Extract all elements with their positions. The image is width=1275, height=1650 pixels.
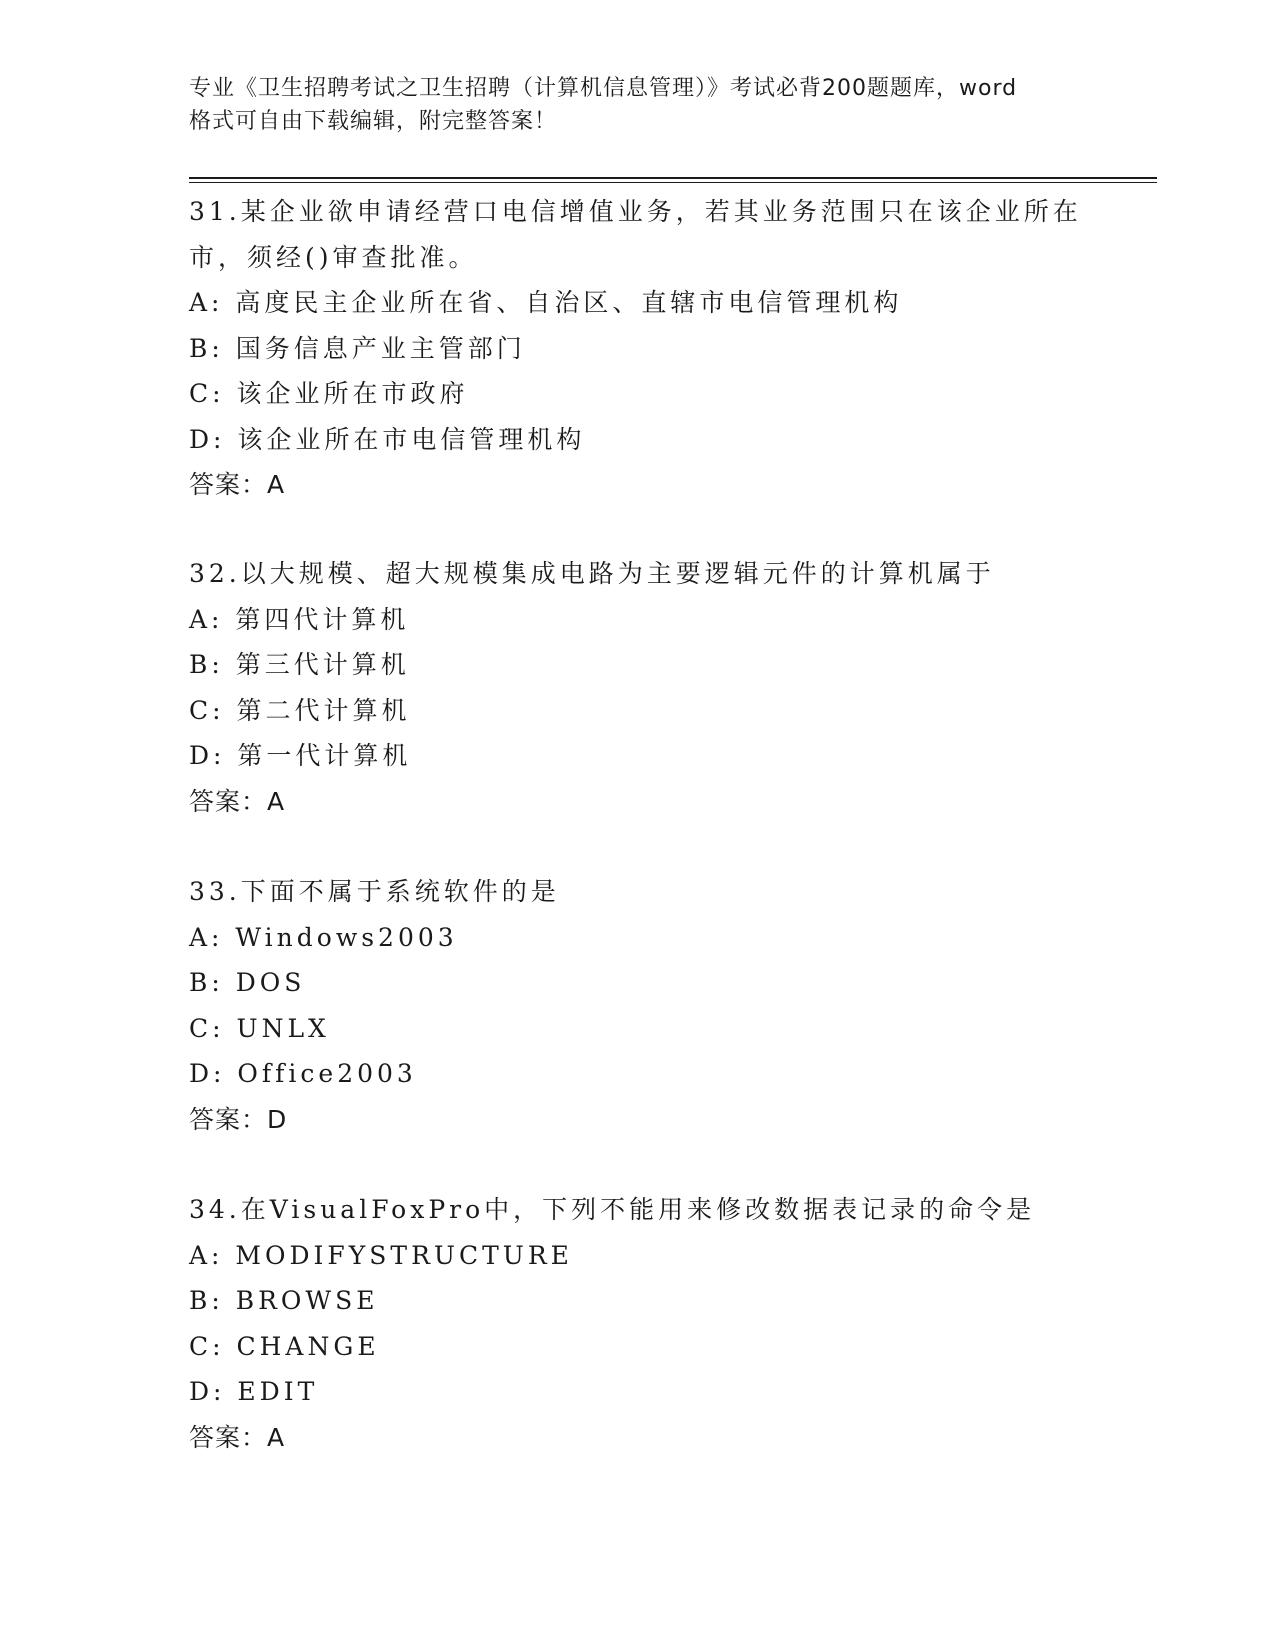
document-header bbox=[189, 72, 1109, 138]
option-b: B: 国务信息产业主管部门 bbox=[189, 333, 526, 363]
option-c: C: 第二代计算机 bbox=[189, 695, 411, 725]
header-line-1: 专业《卫生招聘考试之卫生招聘（计算机信息管理）》考试必背200题题库，word bbox=[189, 76, 1018, 101]
question-34 bbox=[189, 1187, 1149, 1460]
question-31 bbox=[189, 189, 1149, 508]
question-stem: 31.某企业欲申请经营口电信增值业务，若其业务范围只在该企业所在 bbox=[189, 197, 1082, 226]
option-d: D: 该企业所在市电信管理机构 bbox=[189, 424, 586, 454]
question-stem: 32.以大规模、超大规模集成电路为主要逻辑元件的计算机属于 bbox=[189, 559, 995, 588]
option-a: A: 第四代计算机 bbox=[189, 604, 410, 634]
option-d: D: 第一代计算机 bbox=[189, 741, 412, 770]
option-a: A: MODIFYSTRUCTURE bbox=[189, 1240, 573, 1270]
option-c: C: CHANGE bbox=[189, 1331, 380, 1361]
option-d: D: EDIT bbox=[189, 1377, 319, 1406]
option-a: A: Windows2003 bbox=[189, 922, 458, 952]
header-divider-thin bbox=[189, 182, 1157, 183]
answer-label: 答案：A bbox=[189, 1422, 286, 1452]
header-line-2: 格式可自由下载编辑，附完整答案！ bbox=[189, 109, 558, 134]
question-stem: 33.下面不属于系统软件的是 bbox=[189, 877, 560, 906]
option-c: C: UNLX bbox=[189, 1013, 330, 1043]
question-33 bbox=[189, 869, 1149, 1142]
option-b: B: DOS bbox=[189, 968, 306, 997]
option-b: B: BROWSE bbox=[189, 1286, 379, 1315]
question-32 bbox=[189, 551, 1149, 824]
option-c: C: 该企业所在市政府 bbox=[189, 379, 469, 408]
option-a: A: 高度民主企业所在省、自治区、直辖市电信管理机构 bbox=[189, 288, 903, 317]
question-stem-continued: 市，须经()审查批准。 bbox=[189, 242, 478, 272]
answer-label: 答案：D bbox=[189, 1104, 288, 1134]
question-stem: 34.在VisualFoxPro中，下列不能用来修改数据表记录的命令是 bbox=[189, 1195, 1036, 1224]
header-divider-thick bbox=[189, 177, 1157, 179]
option-d: D: Office2003 bbox=[189, 1059, 417, 1088]
answer-label: 答案：A bbox=[189, 470, 286, 499]
answer-label: 答案：A bbox=[189, 786, 286, 816]
option-b: B: 第三代计算机 bbox=[189, 650, 410, 679]
